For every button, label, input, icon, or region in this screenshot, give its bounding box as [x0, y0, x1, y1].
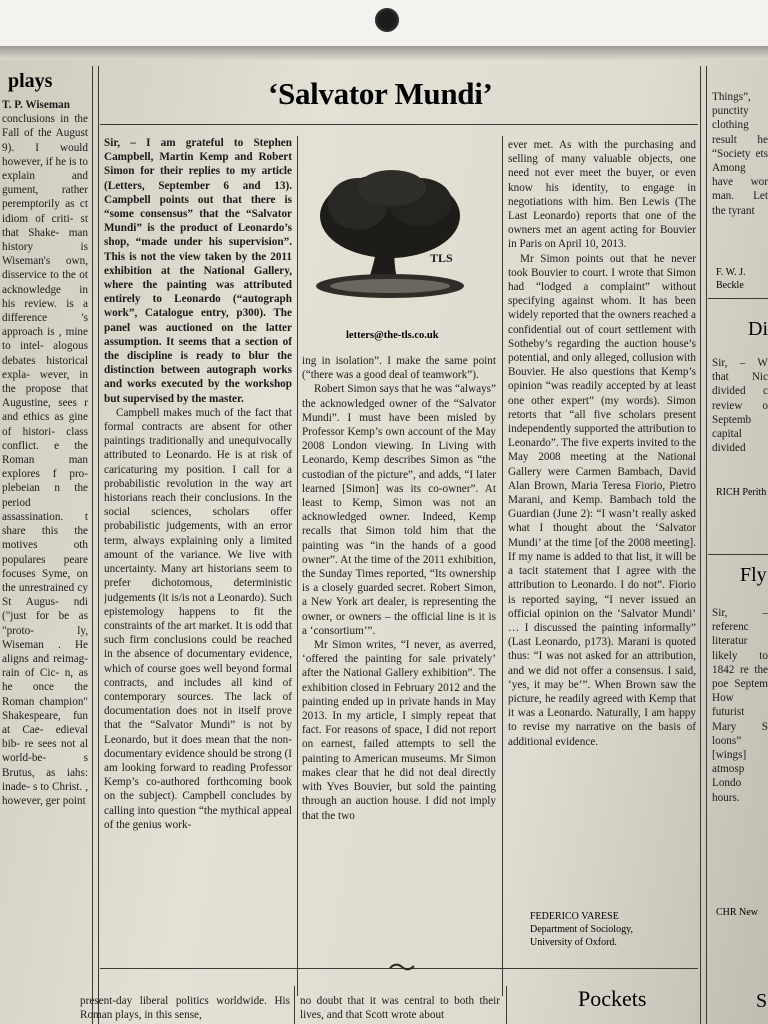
signature-name: FEDERICO VARESE — [530, 911, 619, 922]
letter-column-3 — [508, 138, 696, 938]
right-column-mid: Sir, – W that Nic divided c review o Septemb capital divided — [712, 357, 768, 455]
section-rule — [708, 554, 768, 555]
left-section-heading: plays — [8, 70, 53, 92]
right-heading-fly: Fly — [740, 564, 767, 586]
letter-column-1 — [104, 136, 292, 996]
letter-column-2 — [302, 354, 496, 1000]
tls-logo-text: TLS — [430, 251, 453, 265]
right-column-signature: RICH Perith — [716, 487, 767, 498]
column-rule — [92, 66, 93, 1024]
paragraph: Robert Simon says that he was “always” the acknowledged owner of the “Salvator Mundi”. I must have been misled by Professor Kemp’s own account of the May 2008 London viewing. In Living with Leonardo, Kemp describes Simon as “the custodian of the picture”, and adds, “I later learned [Simon] was its co-owner”. At least to Kemp, Simon was not an acknowledged owner. Indeed, Kemp recalls that Simon told him that the painting was “in the hands of a good owner”. At the time of the 2011 exhibition, the Sunday Times reported, “Its ownership is a closely guarded secret. Robert Simon, a New York art dealer, is representing the owner, or owners – the official line is it is a ‘consortium’”. — [302, 383, 496, 637]
article-title: ‘Salvator Mundi’ — [268, 76, 493, 111]
left-column — [2, 98, 88, 1024]
camera-icon — [375, 8, 399, 32]
bottom-text: no doubt that it was central to both their lives, and that Scott wrote about — [300, 995, 500, 1022]
title-rule — [100, 124, 698, 125]
column-rule — [294, 986, 295, 1024]
column-rule — [506, 986, 507, 1024]
right-column-signature: F. W. J. Beckle — [716, 267, 746, 291]
letter-signature — [530, 910, 633, 949]
page-edge-shadow — [0, 46, 768, 60]
pockets-heading: Pockets — [578, 986, 647, 1011]
column-rule — [502, 136, 503, 996]
section-rule — [708, 298, 768, 299]
newspaper-page — [0, 46, 768, 1024]
tls-tree-logo — [312, 164, 468, 312]
column-rule — [700, 66, 701, 1024]
paragraph: Mr Simon writes, “I never, as averred, ‘offered the painting for sale privately’ after the National Gallery exhibition”. The exhibition closed in February 2012 and the painting ended up in private hands in May 2013. In my article, I simply repeat that fact. For reasons of space, I did not report on earnest, failed attempts to sell the painting to American museums. Mr Simon makes clear that he did not deal directly with Yves Bouvier, but sold the painting through an auction house. I did not imply that the two — [302, 639, 496, 822]
right-column-signature: CHR New — [716, 907, 758, 918]
bottom-text: present-day liberal politics worldwide. His Roman plays, in this sense, — [80, 995, 290, 1022]
right-column-low: Sir, – referenc literatur likely to 1842 re the poe Septem How futurist Mary S loons” [wings] atmosp Londo hours. — [712, 607, 768, 804]
paragraph: Campbell makes much of the fact that formal contracts are absent for other paintings traditionally and unequivocally attributed to Leonardo. He is at risk of caricaturing my position. I call for a probabilistic revolution in the way art historians reach their conclusions. In the social sciences, scholars offer probabilistic judgements, with an error term, always explaining only a limited amount of the variance. We live with uncertainty. Many art historians seem to prefer dichotomous, deterministic judgements (it is/is not a Leonardo). Such epistemology happens to fit the constraints of the art market. It is odd that such firm conclusions could be reached in the absence of documentary evidence, which of course goes well beyond formal contracts, and includes all kind of contemporary sources. The lack of documentation does not in itself prove that the “Salvator Mundi” is not by Leonardo, but it does mean that the non-documentary evidence should be strong (I am looking forward to reading Professor Kemp’s co-authored forthcoming book on the subject). Campbell concludes by calling into question “the mythical appeal of the genius work- — [104, 406, 292, 831]
paragraph: Mr Simon points out that he never took Bouvier to court. I wrote that Simon had “lodged a complaint” without specifying against whom. It has been widely reported that the owners reached a confidential out of court settlement with Sotheby’s regarding the auction house’s potential, and only alleged, collusion with Bouvier. He also questions that Kemp’s opinion “was readily accepted by at least one other expert” (my words). Simon retorts that “all five scholars present independently supported the attribution to Leonardo”. The five experts invited to the May 2008 meeting at the National Gallery were Carmen Bambach, David Alan Brown, Maria Teresa Fiorio, Pietro Marani, and Kemp. Bambach told the Guardian (June 2): “I wasn’t really asked what I thought about the ‘Salvator Mundi’ at the time [of the 2008 meeting]. If my name is added to that list, it will be a tacit statement that I agree with the attribution to Leonardo. I do not”. Fiorio is reported saying, “I never issued an official opinion on the ‘Salvator Mundi’ … I discussed the painting informally” (Last Leonardo, p173). Marani is quoted thus: “I was not asked for an attribution, and we did not offer a consensus. I said, ‘yes, it may be’”. When Brown saw the picture, he readily agreed with Kemp that it was a Leonardo. Naturally, I am happy to revise my narrative on the basis of additional evidence. — [508, 252, 696, 748]
ornament-icon — [388, 960, 416, 974]
signature-line: Department of Sociology, — [530, 924, 633, 935]
right-heading-di: Di — [748, 318, 768, 340]
column-rule — [706, 66, 707, 1024]
paragraph: ing in isolation”. I make the same point (“there was a good deal of teamwork”). — [302, 355, 496, 382]
right-heading-s: S — [756, 990, 768, 1012]
paragraph: Sir, – I am grateful to Stephen Campbell, Martin Kemp and Robert Simon for their replies to my article (Letters, September 6 and 13). Campbell points out that there is “some consensus” that the “Salvator Mundi” is the product of Leonardo’s shop, “made under his supervision”. This is not the view taken by the 2011 exhibition at the National Gallery, where the painting was attributed entirely to Leonardo (“autograph work”, Catalogue entry, p300). The panel was auctioned on the latter assumption. It seems that a section of the discipline is ready to blur the distinction between autograph works and works executed by the workshop but supervised by the master. — [104, 137, 292, 405]
signature-line: University of Oxford. — [530, 937, 617, 948]
left-column-text: T. P. Wiseman — [2, 99, 70, 111]
left-column-text: conclusions in the Fall of the August 9). I would however, if he is to explain and gument, rather peremptorily as ct idiom of criti- st that Shake- man history is Wiseman's own, disservice to the ot acknowledge in his review. is a difference 's approach is , mine to intel- alogous debates historical expla- wever, in the propose that Augustine, sees r and ethics as gine of histori- class conflict. e the Roman man explores f pro-plebeian n the period assassination. t share this the motives oth populares peare focuses Syme, on the unrestrained cy St Augus- ndi ("just for be as "proto- ly, Wiseman . He aligns and reimag- rain of Cic- n, as he once the Roman champion" Shakespeare, fun at Cae- edieval bib- re sees not al world-be- s Brutus, as iahs: inade- s to Christ. , however, ger point — [2, 113, 88, 807]
column-rule — [98, 66, 99, 1024]
right-column-top: Things”, punctity clothing result he “Society ets Among have wor man. Let the tyrant — [712, 91, 768, 217]
device-bezel — [0, 0, 768, 46]
paragraph: ever met. As with the purchasing and selling of many valuable objects, one need not ever meet the buyer, or even know his identity, to engage in negotiations with him. Ben Lewis (The Last Leonardo) reports that one of the owners met an agent acting for Bouvier in Paris on April 10, 2013. — [508, 139, 696, 251]
letters-email: letters@the-tls.co.uk — [346, 330, 439, 341]
column-rule — [297, 136, 298, 996]
